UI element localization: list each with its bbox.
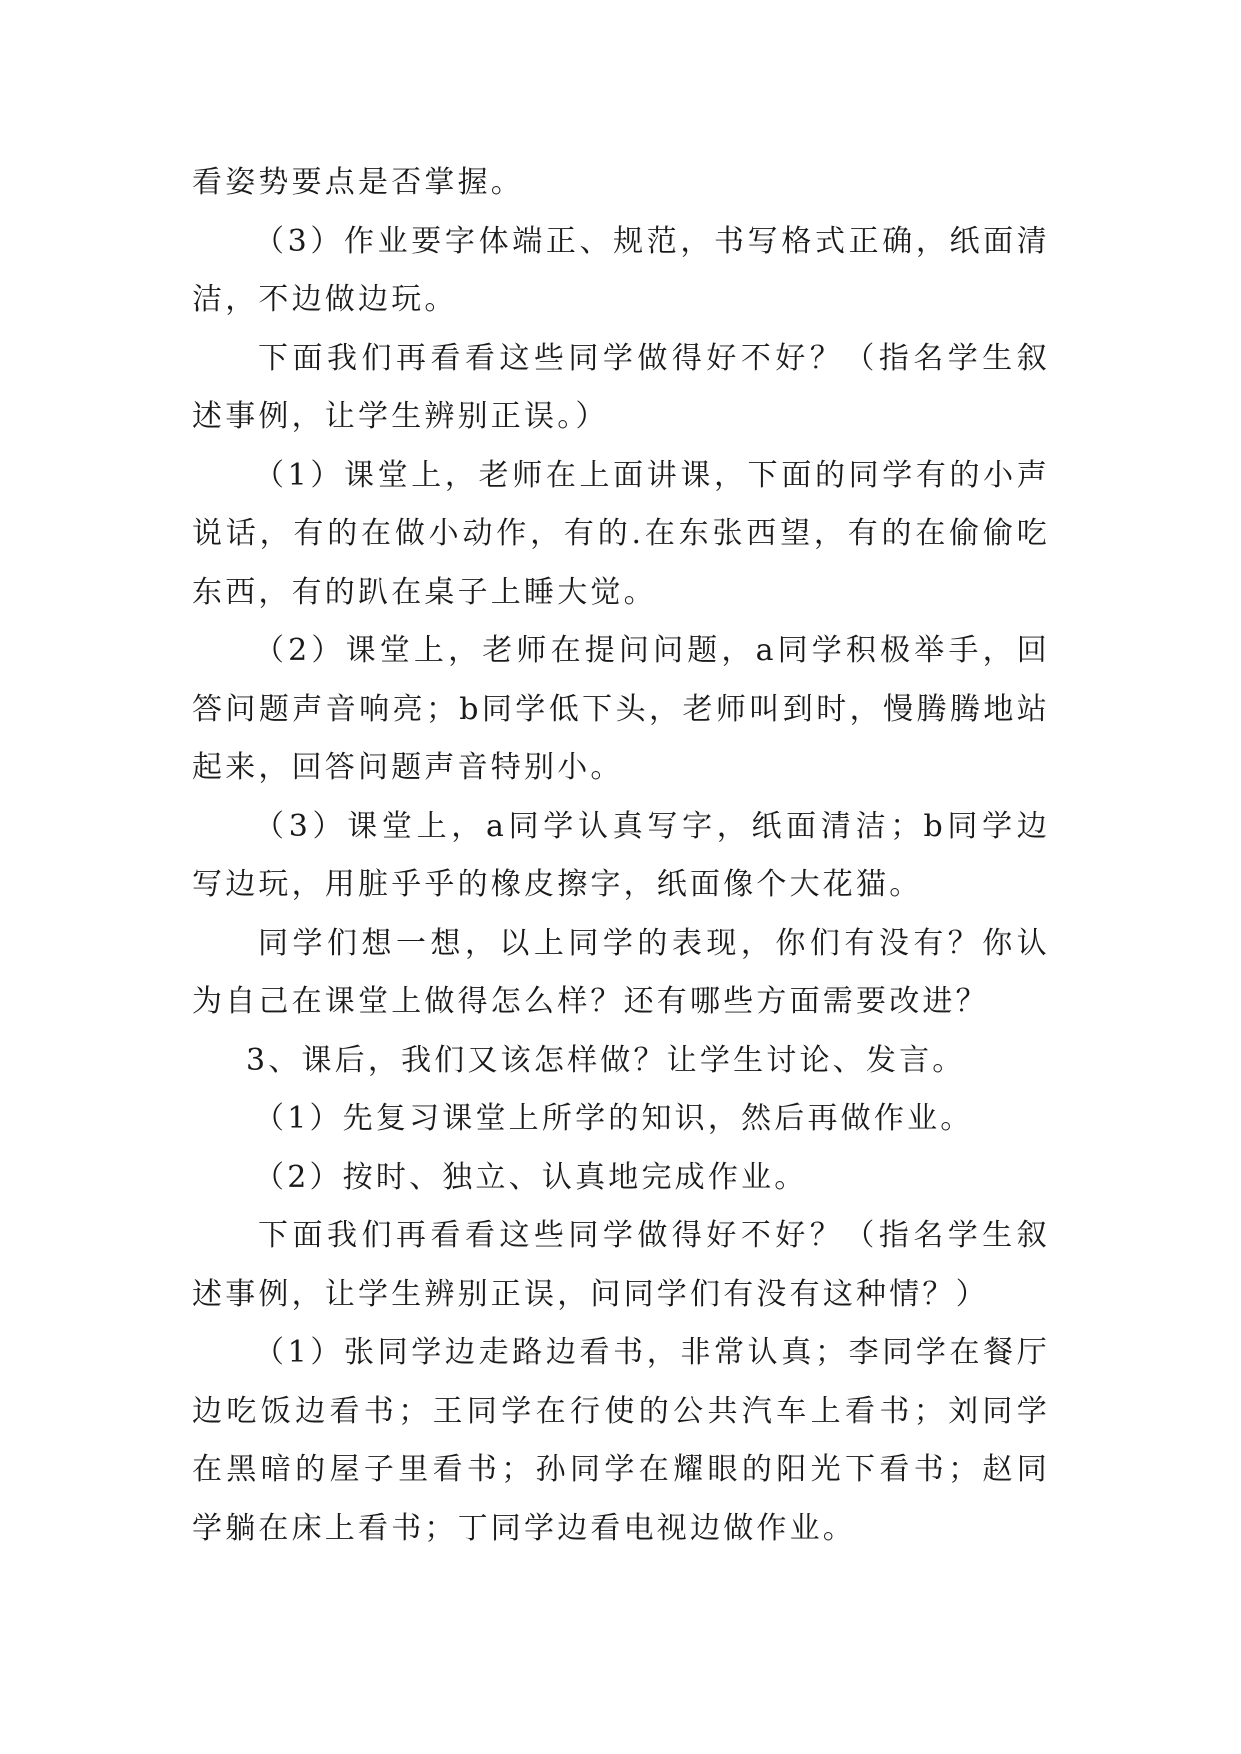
paragraph-example-1: （1）课堂上，老师在上面讲课，下面的同学有的小声说话，有的在做小动作，有的.在东张西望，有的在偷偷吃东西，有的趴在桌子上睡大觉。 bbox=[192, 457, 1050, 610]
paragraph-reflection: 同学们想一想，以上同学的表现，你们有没有？你认为自己在课堂上做得怎么样？还有哪些方面需要改进？ bbox=[192, 925, 1050, 1019]
paragraph-prompt-after-class: 下面我们再看看这些同学做得好不好？（指名学生叙述事例，让学生辨别正误，问同学们有没有这种情？） bbox=[192, 1218, 1050, 1312]
paragraph-after-class-2: （2）按时、独立、认真地完成作业。 bbox=[254, 1159, 808, 1195]
paragraph-example-2: （2）课堂上，老师在提问问题，a同学积极举手，回答问题声音响亮；b同学低下头，老师叫到时，慢腾腾地站起来，回答问题声音特别小。 bbox=[192, 633, 1050, 785]
paragraph-after-class-heading: 3、课后，我们又该怎样做？让学生讨论、发言。 bbox=[246, 1042, 966, 1078]
paragraph-example-3: （3）课堂上，a同学认真写字，纸面清洁；b同学边写边玩，用脏乎乎的橡皮擦字，纸面像个大花猫。 bbox=[192, 808, 1050, 902]
paragraph-prompt-classroom: 下面我们再看看这些同学做得好不好？（指名学生叙述事例，让学生辨别正误。） bbox=[192, 340, 1050, 434]
paragraph-after-class-1: （1）先复习课堂上所学的知识，然后再做作业。 bbox=[254, 1101, 974, 1136]
paragraph-continuation: 看姿势要点是否掌握。 bbox=[192, 165, 524, 200]
paragraph-homework-requirement: （3）作业要字体端正、规范，书写格式正确，纸面清洁，不边做边玩。 bbox=[192, 223, 1050, 317]
paragraph-reading-examples: （1）张同学边走路边看书，非常认真；李同学在餐厅边吃饭边看书；王同学在行使的公共汽车上看书；刘同学在黑暗的屋子里看书；孙同学在耀眼的阳光下看书；赵同学躺在床上看书；丁同学边看电视边做作业。 bbox=[192, 1335, 1050, 1546]
document-body bbox=[192, 154, 1050, 1558]
